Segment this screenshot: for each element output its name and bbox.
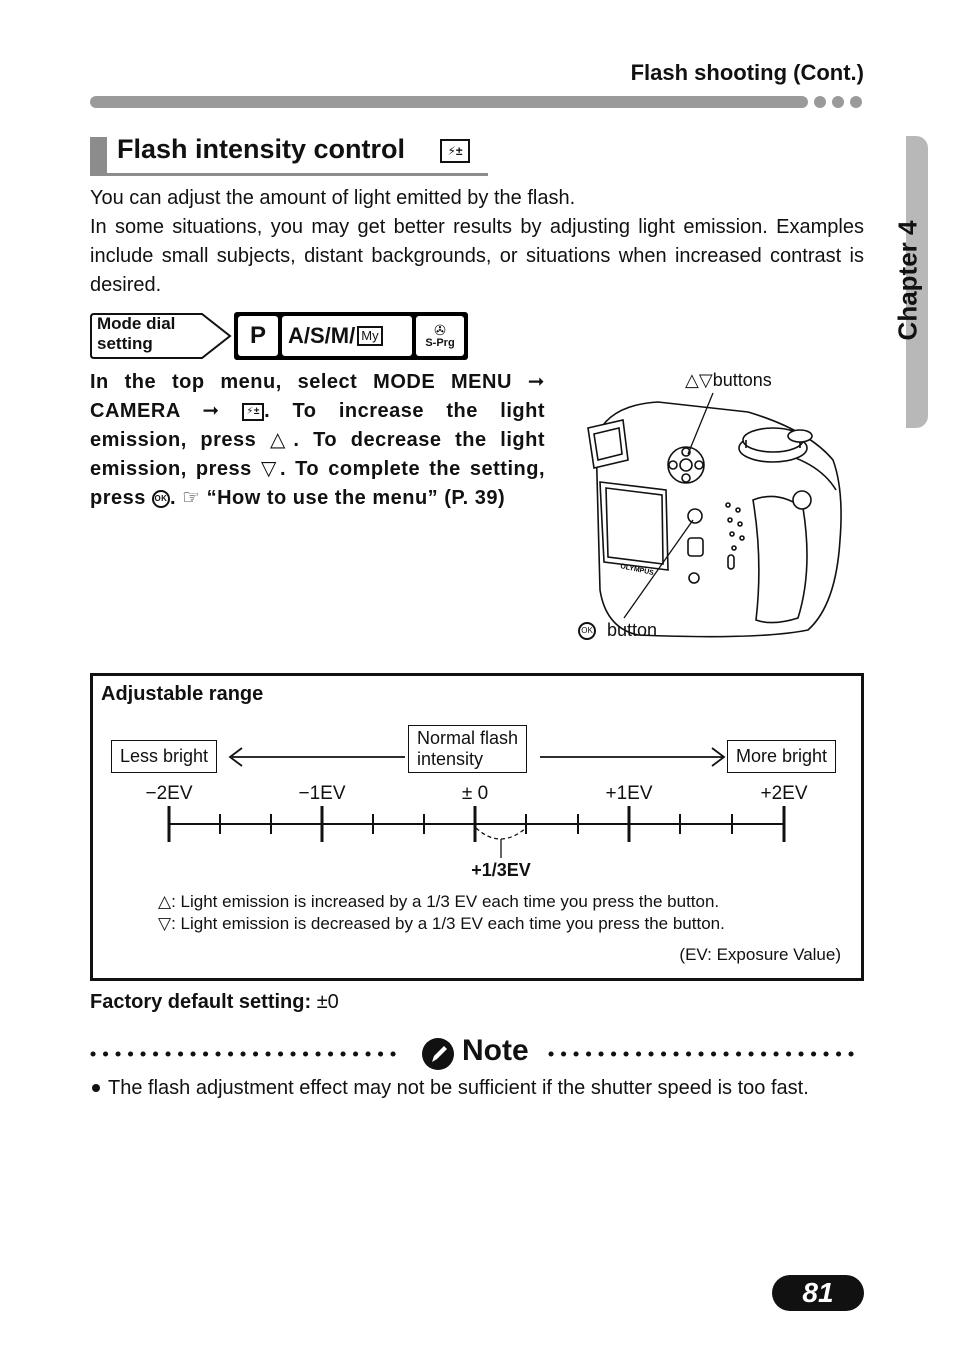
ev-tick-label: −2EV: [145, 783, 193, 804]
intro-text: [90, 184, 864, 300]
triangle-down-icon: ▽: [698, 370, 713, 390]
ev-tick-label: +2EV: [760, 783, 808, 804]
ev-tick-label: +1EV: [605, 783, 653, 804]
intro-paragraph: You can adjust the amount of light emitted by the flash.: [90, 187, 576, 209]
mode-dial-label: Mode dial setting: [97, 314, 176, 353]
range-title: Adjustable range: [101, 683, 264, 705]
reference-hand-icon: ☞: [182, 487, 201, 509]
header-dot: [850, 96, 862, 108]
updown-buttons-label: △▽buttons: [685, 370, 772, 390]
note-dots-left: [90, 1051, 406, 1057]
pencil-icon: [422, 1038, 454, 1070]
note-title: Note: [462, 1034, 529, 1067]
arrow-right-icon: ➞: [202, 400, 220, 422]
triangle-up-icon: △: [269, 429, 294, 451]
triangle-up-icon: △: [158, 892, 172, 911]
more-bright-label: More bright: [727, 740, 836, 773]
ev-note: (EV: Exposure Value): [679, 945, 841, 964]
less-bright-label: Less bright: [111, 740, 217, 773]
arrow-right-icon: ➞: [527, 371, 545, 393]
ev-tick-label: −1EV: [298, 783, 346, 804]
ok-button-icon: OK: [152, 490, 170, 508]
flash-intensity-icon: ⚡±: [440, 139, 470, 163]
ok-button-label: OK button: [578, 620, 657, 641]
header-rule: [90, 96, 808, 108]
page-number: 81: [772, 1275, 864, 1311]
header-dot: [814, 96, 826, 108]
triangle-down-icon: ▽: [260, 458, 280, 480]
note-text: The flash adjustment effect may not be sufficient if the shutter speed is too fast.: [108, 1077, 809, 1099]
section-underline: [90, 173, 488, 176]
factory-default: Factory default setting: ±0: [90, 991, 339, 1013]
legend-decrease: ▽: Light emission is decreased by a 1/3 EV each time you press the button.: [158, 914, 725, 933]
ev-scale: [90, 740, 864, 870]
triangle-down-icon: ▽: [158, 914, 172, 933]
factory-default-value: ±0: [316, 991, 339, 1013]
ok-button-icon: OK: [578, 622, 596, 640]
step-label: +1/3EV: [471, 860, 531, 880]
mode-p: P: [238, 316, 278, 356]
camera-illustration: [578, 390, 848, 640]
normal-intensity-label: Normal flash intensity: [408, 725, 527, 773]
section-title: Flash intensity control: [117, 134, 406, 164]
header-dot: [832, 96, 844, 108]
running-header: Flash shooting (Cont.): [630, 60, 864, 85]
section-marker: [90, 137, 107, 173]
ev-tick-label: ± 0: [461, 783, 489, 804]
triangle-up-icon: △: [685, 370, 699, 390]
chapter-label: Chapter 4: [892, 220, 923, 340]
camera-brand: OLYMPUS: [619, 563, 655, 578]
mode-my: My: [357, 326, 382, 346]
mode-sprg: ✇ S-Prg: [416, 316, 464, 356]
bullet-icon: [92, 1084, 100, 1092]
intro-paragraph: In some situations, you may get better results by adjusting light emission. Examples include small subjects, distant backgrounds, or situations when increased contrast is desired.: [90, 216, 864, 296]
legend-increase: △: Light emission is increased by a 1/3 EV each time you press the button.: [158, 892, 720, 911]
instructions: In the top menu, select MODE MENU ➞ CAMERA ➞ ⚡± . To increase the light emission, press △. To decrease the light emission, press ▽. To complete the setting, press OK . ☞ “How to use the menu” (P. 39): [90, 371, 546, 509]
note-dots-right: [548, 1051, 864, 1057]
mode-asm: A/S/M/ My: [282, 316, 412, 356]
movie-icon: ✇: [434, 322, 446, 338]
flash-intensity-icon: ⚡±: [242, 403, 264, 421]
